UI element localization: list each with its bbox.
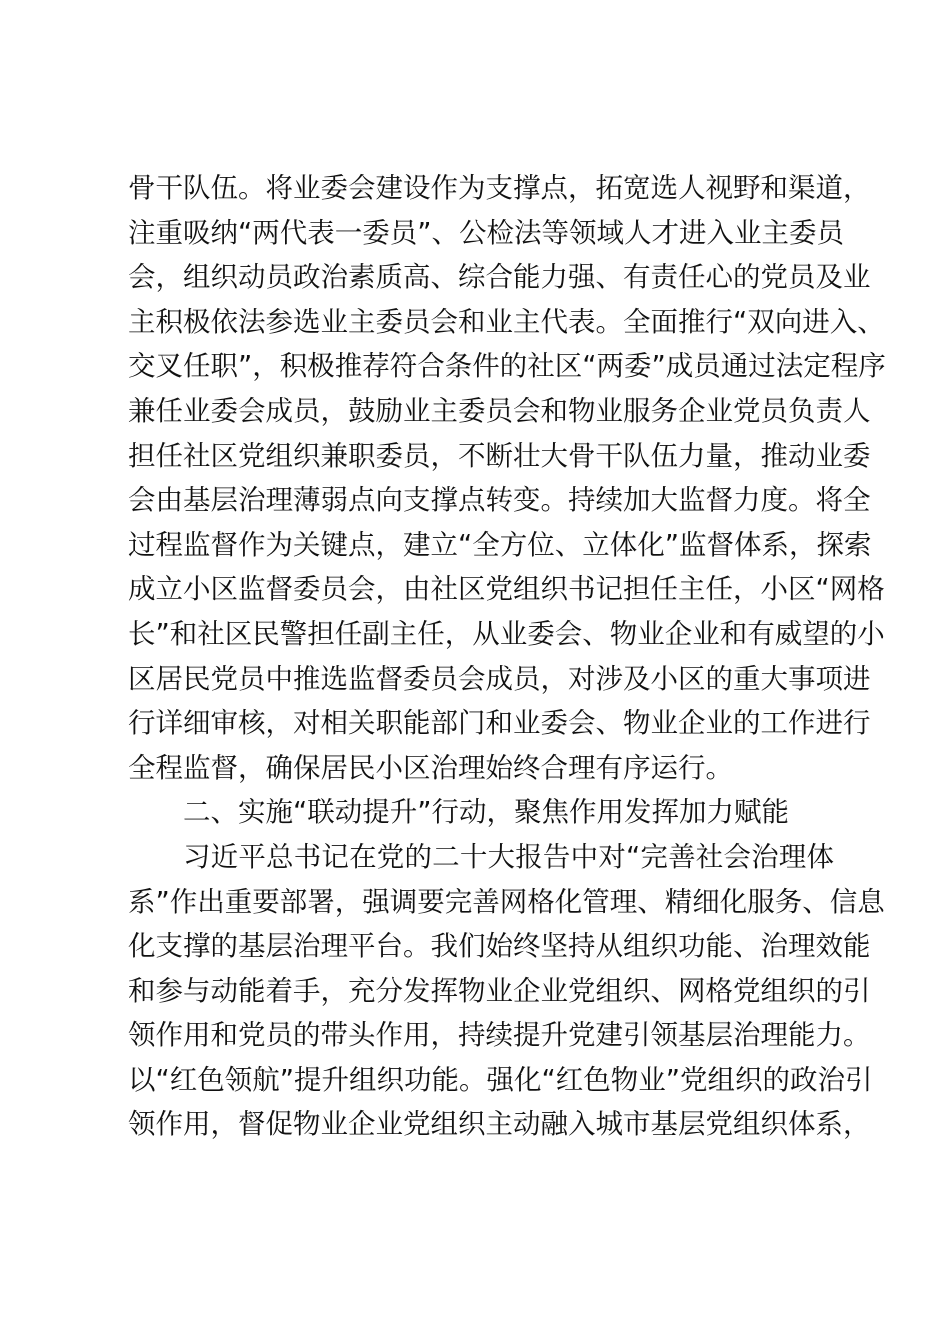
text-line: 骨干队伍。将业委会建设作为支撑点，拓宽选人视野和渠道，: [128, 172, 871, 204]
section-heading: 二、实施“联动提升”行动，聚焦作用发挥加力赋能: [183, 796, 789, 829]
text-line: 行详细审核，对相关职能部门和业委会、物业企业的工作进行: [128, 707, 871, 740]
document-body: [128, 166, 886, 1147]
text-line: 注重吸纳“两代表一委员”、公检法等领域人才进入业主委员: [128, 216, 844, 249]
text-line: 以“红色领航”提升组织功能。强化“红色物业”党组织的政治引: [128, 1063, 873, 1096]
text-line: 交叉任职”，积极推荐符合条件的社区“两委”成员通过法定程序: [128, 350, 886, 383]
text-line: 会由基层治理薄弱点向支撑点转变。持续加大监督力度。将全: [128, 484, 871, 517]
text-line: 兼任业委会成员，鼓励业主委员会和物业服务企业党员负责人: [128, 394, 871, 427]
text-line: 主积极依法参选业主委员会和业主代表。全面推行“双向进入、: [128, 305, 885, 338]
text-line: 习近平总书记在党的二十大报告中对“完善社会治理体: [183, 840, 834, 873]
text-line: 和参与动能着手，充分发挥物业企业党组织、网格党组织的引: [128, 974, 871, 1007]
text-line: 担任社区党组织兼职委员，不断壮大骨干队伍力量，推动业委: [128, 439, 871, 472]
text-line: 领作用，督促物业企业党组织主动融入城市基层党组织体系，: [128, 1108, 871, 1141]
text-line: 会，组织动员政治素质高、综合能力强、有责任心的党员及业: [128, 261, 871, 294]
text-line: 化支撑的基层治理平台。我们始终坚持从组织功能、治理效能: [128, 930, 871, 963]
text-line: 长”和社区民警担任副主任，从业委会、物业企业和有威望的小: [128, 617, 885, 650]
text-line: 成立小区监督委员会，由社区党组织书记担任主任，小区“网格: [128, 573, 885, 606]
text-line: 过程监督作为关键点，建立“全方位、立体化”监督体系，探索: [128, 528, 872, 561]
text-line: 全程监督，确保居民小区治理始终合理有序运行。: [128, 751, 733, 784]
text-line: 领作用和党员的带头作用，持续提升党建引领基层治理能力。: [128, 1019, 871, 1052]
text-line: 系”作出重要部署，强调要完善网格化管理、精细化服务、信息: [128, 885, 885, 918]
text-line: 区居民党员中推选监督委员会成员，对涉及小区的重大事项进: [128, 662, 871, 695]
